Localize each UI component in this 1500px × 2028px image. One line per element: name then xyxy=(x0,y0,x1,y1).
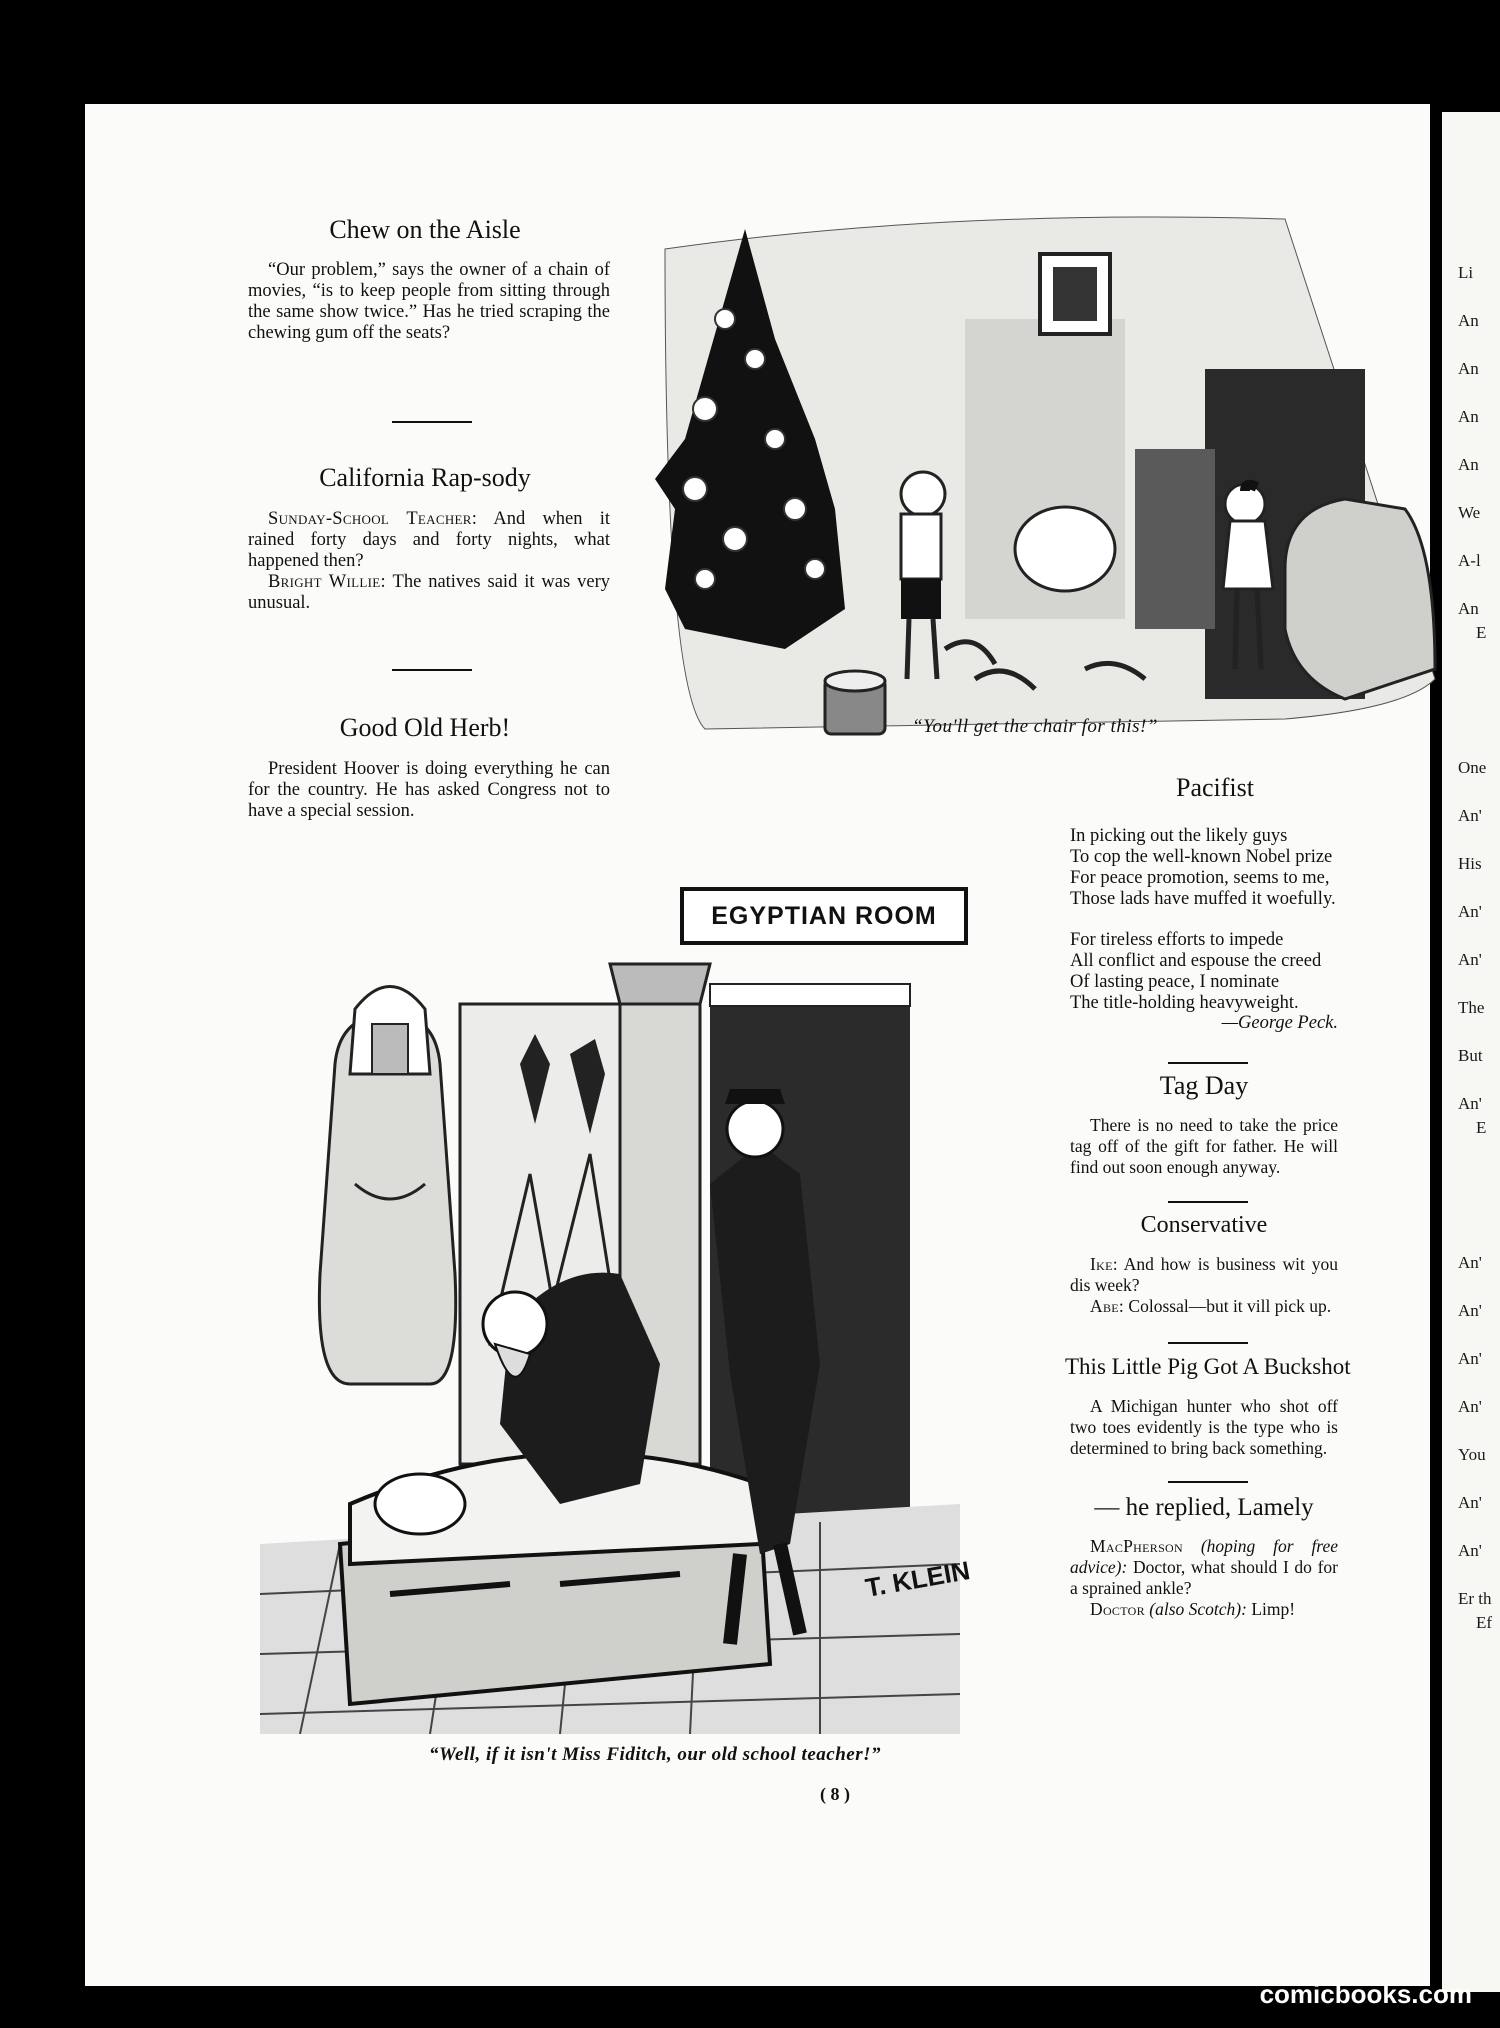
article-text-tagday: There is no need to take the price tag off of the gift for father. He will find out soon enough anyway. xyxy=(1070,1115,1338,1177)
facing-page-fragment: You xyxy=(1458,1446,1486,1463)
poem-author: —George Peck. xyxy=(1221,1013,1338,1033)
sign-text: EGYPTIAN ROOM xyxy=(711,902,937,930)
facing-page-fragment: An xyxy=(1458,312,1479,329)
artist-signature: T. KLEIN xyxy=(863,1555,973,1603)
egyptian-room-sign xyxy=(680,887,968,945)
facing-page-fragment: An' xyxy=(1458,807,1482,824)
speaker-ike: Ike: xyxy=(1090,1254,1118,1274)
dialogue-line: Limp! xyxy=(1251,1599,1296,1619)
speaker-macpherson: MacPherson xyxy=(1090,1536,1183,1556)
facing-page-edge xyxy=(1442,112,1500,1992)
article-title-tagday: Tag Day xyxy=(1159,1071,1249,1100)
facing-page-fragment: An' xyxy=(1458,1398,1482,1415)
facing-page-fragment: An' xyxy=(1458,1494,1482,1511)
facing-page-fragment: But xyxy=(1458,1047,1483,1064)
article-body-california xyxy=(248,509,610,614)
facing-page-fragment: An xyxy=(1458,600,1479,617)
article-title-lamely: — he replied, Lamely xyxy=(1094,1494,1314,1521)
divider xyxy=(1168,1342,1248,1344)
speaker-teacher: Sunday-School Teacher: xyxy=(268,509,478,529)
facing-page-fragment: An xyxy=(1458,456,1479,473)
article-body-chew xyxy=(248,260,610,344)
facing-page-fragment: An' xyxy=(1458,1254,1482,1271)
article-text-herb: President Hoover is doing everything he can for the country. He has asked Congress not to have a special session. xyxy=(248,759,610,821)
article-title-california: California Rap-sody xyxy=(319,463,531,492)
speaker-willie: Bright Willie: xyxy=(268,572,386,592)
speaker-doctor: Doctor xyxy=(1090,1599,1145,1619)
article-title-littlepig: This Little Pig Got A Buckshot xyxy=(1065,1354,1351,1379)
caption-egyptian: “Well, if it isn't Miss Fiditch, our old school teacher!” xyxy=(428,1744,881,1765)
article-body-herb xyxy=(248,759,610,822)
article-body-lamely xyxy=(1070,1536,1338,1620)
article-body-littlepig xyxy=(1070,1396,1338,1459)
facing-page-fragment: A-l xyxy=(1458,552,1481,569)
divider xyxy=(1168,1481,1248,1483)
divider xyxy=(392,669,472,671)
divider xyxy=(392,421,472,423)
article-body-conservative xyxy=(1070,1254,1338,1317)
divider xyxy=(1168,1062,1248,1064)
facing-page-fragment: An' xyxy=(1458,1542,1482,1559)
stage-direction: (hoping for free advice): xyxy=(1070,1536,1339,1577)
dialogue-line: Colossal—but it vill pick up. xyxy=(1128,1296,1332,1316)
stage-direction: (also Scotch): xyxy=(1149,1599,1247,1619)
poem-stanza-1: In picking out the likely guys To cop the well-known Nobel prize For peace promotion, seems to me, Those lads have muffed it woefully. xyxy=(1070,826,1336,909)
facing-page-fragment: An' xyxy=(1458,1302,1482,1319)
page-number: ( 8 ) xyxy=(820,1784,850,1804)
divider xyxy=(1168,1201,1248,1203)
facing-page-fragment: An' xyxy=(1458,1095,1482,1112)
article-text-chew: “Our problem,” says the owner of a chain of movies, “is to keep people from sitting through the same show twice.” Has he tried scraping the chewing gum off the seats? xyxy=(248,260,610,343)
facing-page-fragment: An xyxy=(1458,408,1479,425)
article-title-pacifist: Pacifist xyxy=(1176,773,1254,802)
article-body-tagday xyxy=(1070,1115,1338,1178)
facing-page-fragment: E xyxy=(1476,624,1487,641)
facing-page-fragment: E xyxy=(1476,1119,1487,1136)
facing-page-fragment: An' xyxy=(1458,1350,1482,1367)
article-text-littlepig: A Michigan hunter who shot off two toes evidently is the type who is determined to bring back something. xyxy=(1070,1396,1338,1458)
dialogue-line: Doctor, what should I do for a sprained ankle? xyxy=(1070,1557,1338,1598)
speaker-abe: Abe: xyxy=(1090,1296,1125,1316)
caption-christmas: “You'll get the chair for this!” xyxy=(912,716,1158,737)
magazine-page xyxy=(85,104,1430,1986)
facing-page-fragment: The xyxy=(1458,999,1485,1016)
facing-page-fragment: Li xyxy=(1458,264,1474,281)
facing-page-fragment: Er th xyxy=(1458,1590,1492,1607)
facing-page-fragment: Ef xyxy=(1476,1614,1493,1631)
article-title-chew: Chew on the Aisle xyxy=(329,215,521,244)
site-watermark: comicbooks.com xyxy=(1259,1979,1472,2009)
article-title-herb: Good Old Herb! xyxy=(339,713,511,742)
poem-stanza-2: For tireless efforts to impede All conflict and espouse the creed Of lasting peace, I nominate The title-holding heavyweight. xyxy=(1070,930,1322,1013)
egyptian-cartoon-illustration xyxy=(260,944,960,1734)
dialogue-line: And how is business wit you dis week? xyxy=(1070,1254,1338,1295)
facing-page-fragment: An' xyxy=(1458,951,1482,968)
article-title-conservative: Conservative xyxy=(1140,1212,1268,1238)
dialogue-line: The natives said it was very unusual. xyxy=(248,572,610,613)
facing-page-fragment: An' xyxy=(1458,903,1482,920)
christmas-cartoon-illustration xyxy=(645,209,1445,789)
facing-page-fragment: His xyxy=(1458,855,1482,872)
dialogue-line: And when it rained forty days and forty nights, what happened then? xyxy=(248,509,611,571)
facing-page-fragment: An xyxy=(1458,360,1479,377)
facing-page-fragment: One xyxy=(1458,759,1487,776)
facing-page-fragment: We xyxy=(1458,504,1481,521)
